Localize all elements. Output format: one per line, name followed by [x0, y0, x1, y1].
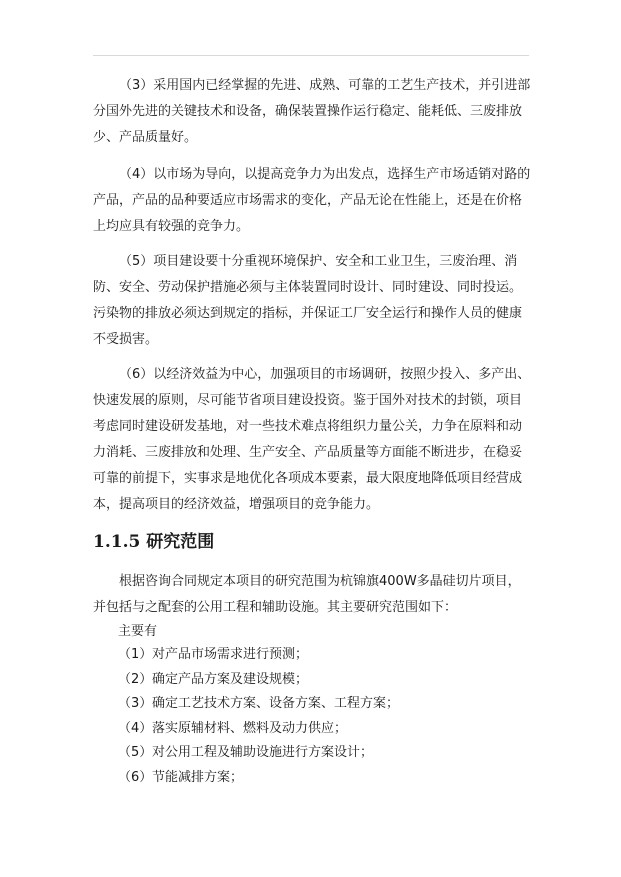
section-intro: 根据咨询合同规定本项目的研究范围为杭锦旗400W多晶硅切片项目，并包括与之配套的公用工程和辅助设施。其主要研究范围如下：	[93, 574, 521, 615]
paragraph-4: （4）以市场为导向，以提高竞争力为出发点，选择生产市场适销对路的产品，产品的品种要适应市场需求的变化，产品无论在性能上，还是在价格上均应具有较强的竞争力。	[93, 167, 531, 234]
paragraph-3: （3）采用国内已经掌握的先进、成熟、可靠的工艺生产技术，并引进部分国外先进的关键技术和设备，确保装置操作运行稳定、能耗低、三废排放少、产品质量好。	[93, 78, 531, 145]
list-title: 主要有	[118, 624, 158, 639]
list-item: （2）确定产品方案及建设规模；	[118, 671, 309, 687]
list-item: （5）对公用工程及辅助设施进行方案设计；	[118, 745, 374, 760]
list-item: （4）落实原辅材料、燃料及动力供应；	[118, 720, 348, 736]
list-item: （3）确定工艺技术方案、设备方案、工程方案；	[118, 696, 400, 711]
list-item: （1）对产品市场需求进行预测；	[118, 647, 309, 662]
paragraph-6: （6）以经济效益为中心，加强项目的市场调研，按照少投入、多产出、快速发展的原则，尽可能节省项目建设投资。鉴于国外对技术的封锁，项目考虑同时建设研发基地，对一些技术难点将组织力量公关，力争在原料和动力消耗、三废排放和处理、生产安全、产品质量等方面能不断进步，在稳妥可靠的前提下，实事求是地优化各项成本要素，最大限度地降低项目经营成本，提高项目的经济效益，增强项目的竞争能力。	[93, 367, 531, 512]
header-rule	[93, 55, 529, 56]
paragraph-5: （5）项目建设要十分重视环境保护、安全和工业卫生，三废治理、消防、安全、劳动保护措施必须与主体装置同时设计、同时建设、同时投运。污染物的排放必须达到规定的指标，并保证工厂安全运行和操作人员的健康不受损害。	[93, 254, 523, 347]
list-item: （6）节能减排方案；	[118, 769, 244, 785]
scope-list	[118, 643, 399, 790]
section-heading: 1.1.5 研究范围	[93, 532, 215, 552]
